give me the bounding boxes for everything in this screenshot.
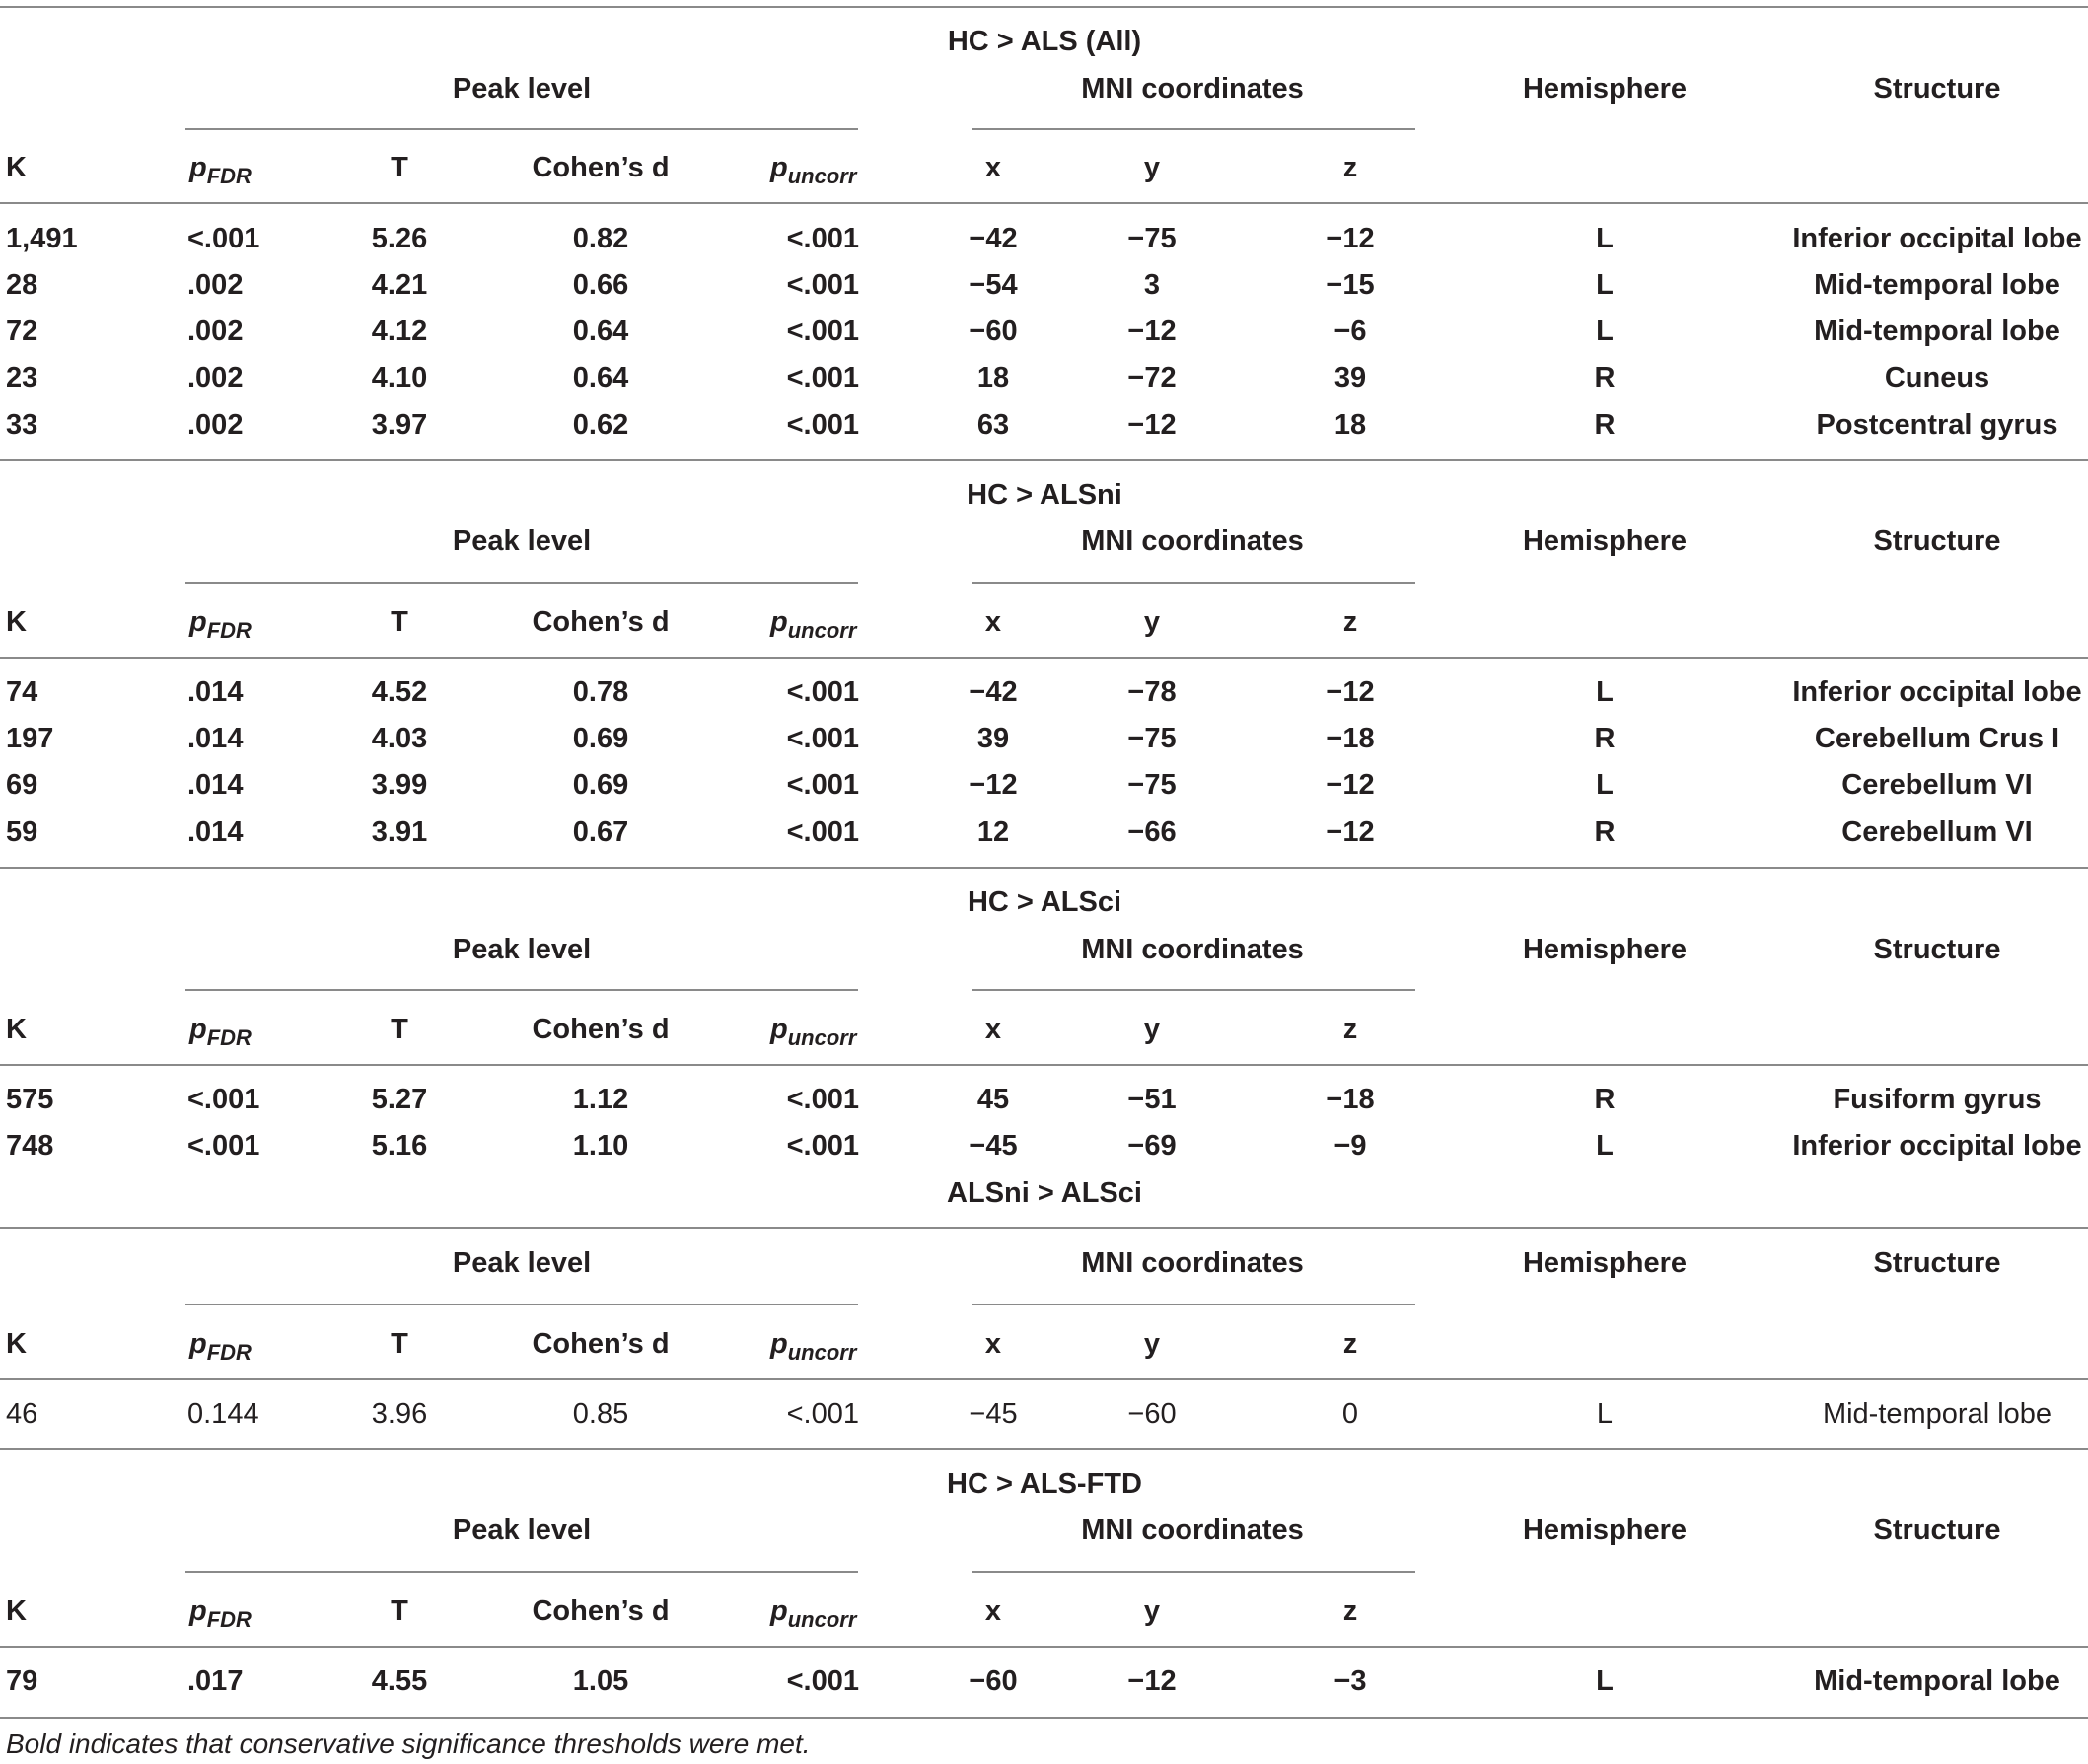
section-title: HC > ALSci (967, 886, 1122, 918)
t-value-cell: 4.10 (371, 362, 428, 393)
t-value-cell: 4.12 (371, 316, 428, 347)
k-cell: 197 (6, 723, 54, 754)
mni-coordinates-rule (972, 582, 1415, 584)
p-fdr-cell: <.001 (187, 1130, 260, 1162)
mni-coordinates-header: MNI coordinates (1081, 934, 1304, 965)
t-header: T (391, 1014, 408, 1045)
cohens-d-cell: 0.85 (572, 1398, 629, 1430)
t-value-cell: 3.91 (371, 816, 428, 848)
t-header: T (391, 1328, 408, 1360)
z-header: z (1342, 1595, 1358, 1627)
t-value-cell: 5.16 (371, 1130, 428, 1162)
k-cell: 69 (6, 769, 38, 801)
header-rule (0, 1064, 2088, 1066)
p-fdr-header-prefix: p (189, 1014, 207, 1045)
p-uncorr-cell: <.001 (786, 1084, 859, 1115)
y-header: y (1143, 152, 1161, 183)
peak-level-header: Peak level (452, 526, 592, 557)
p-uncorr-header-subscript: uncorr (787, 1607, 857, 1632)
section-title: ALSni > ALSci (947, 1177, 1142, 1209)
mni-x-cell: 39 (976, 723, 1010, 754)
header-rule (0, 657, 2088, 659)
hemisphere-cell: R (1594, 362, 1616, 393)
p-fdr-header (189, 1013, 252, 1050)
hemisphere-header: Hemisphere (1522, 73, 1688, 105)
x-header: x (984, 1595, 1002, 1627)
structure-cell: Cerebellum VI (1841, 769, 2033, 801)
y-header: y (1143, 1595, 1161, 1627)
mni-x-cell: 63 (976, 409, 1010, 441)
mni-z-cell: −18 (1326, 1084, 1375, 1115)
hemisphere-header: Hemisphere (1522, 526, 1688, 557)
t-header: T (391, 152, 408, 183)
mni-x-cell: −42 (969, 223, 1018, 254)
table-footnote: Bold indicates that conservative significance thresholds were met. (6, 1729, 811, 1759)
cohens-d-cell: 0.69 (572, 723, 629, 754)
cohens-d-cell: 1.12 (572, 1084, 629, 1115)
structure-cell: Postcentral gyrus (1816, 409, 2058, 441)
mni-coordinates-header: MNI coordinates (1081, 73, 1304, 105)
cohens-d-cell: 1.05 (572, 1665, 629, 1697)
t-value-cell: 4.55 (371, 1665, 428, 1697)
p-fdr-header-subscript: FDR (206, 1340, 252, 1365)
mni-coordinates-rule (972, 989, 1415, 991)
mni-x-cell: −54 (969, 269, 1018, 301)
hemisphere-cell: L (1596, 676, 1614, 708)
mni-y-cell: −75 (1127, 769, 1177, 801)
k-header: K (6, 1014, 27, 1045)
p-uncorr-header-prefix: p (770, 606, 788, 638)
mni-y-cell: −75 (1127, 723, 1177, 754)
hemisphere-cell: L (1596, 1398, 1614, 1430)
peak-level-header: Peak level (452, 1515, 592, 1546)
p-uncorr-cell: <.001 (786, 1130, 859, 1162)
p-fdr-header (189, 605, 252, 643)
y-header: y (1143, 1328, 1161, 1360)
structure-cell: Cerebellum Crus I (1814, 723, 2060, 754)
mni-z-cell: 39 (1333, 362, 1367, 393)
mni-z-cell: −6 (1333, 316, 1367, 347)
x-header: x (984, 606, 1002, 638)
structure-header: Structure (1873, 73, 2001, 105)
peak-level-header: Peak level (452, 934, 592, 965)
z-header: z (1342, 606, 1358, 638)
mni-z-cell: −18 (1326, 723, 1375, 754)
p-fdr-cell: .002 (187, 269, 244, 301)
mni-z-cell: −9 (1333, 1130, 1367, 1162)
cohens-d-cell: 0.67 (572, 816, 629, 848)
p-uncorr-cell: <.001 (786, 269, 859, 301)
hemisphere-cell: L (1596, 1665, 1614, 1697)
p-uncorr-header-subscript: uncorr (787, 1025, 857, 1050)
k-cell: 46 (6, 1398, 38, 1430)
p-fdr-cell: .017 (187, 1665, 244, 1697)
p-fdr-cell: .014 (187, 676, 244, 708)
p-uncorr-cell: <.001 (786, 769, 859, 801)
hemisphere-header: Hemisphere (1522, 1515, 1688, 1546)
k-cell: 23 (6, 362, 38, 393)
p-uncorr-cell: <.001 (786, 362, 859, 393)
structure-cell: Inferior occipital lobe (1792, 1130, 2082, 1162)
k-cell: 575 (6, 1084, 54, 1115)
p-fdr-cell: .002 (187, 409, 244, 441)
hemisphere-cell: R (1594, 723, 1616, 754)
p-fdr-cell: <.001 (187, 1084, 260, 1115)
p-fdr-cell: .002 (187, 316, 244, 347)
p-fdr-header-prefix: p (189, 152, 207, 183)
p-uncorr-header (770, 1013, 857, 1050)
t-value-cell: 5.26 (371, 223, 428, 254)
header-rule (0, 1646, 2088, 1648)
k-cell: 59 (6, 816, 38, 848)
hemisphere-cell: L (1596, 269, 1614, 301)
peak-level-rule (185, 989, 858, 991)
k-cell: 72 (6, 316, 38, 347)
structure-cell: Inferior occipital lobe (1792, 223, 2082, 254)
cohens-d-cell: 0.62 (572, 409, 629, 441)
p-uncorr-header (770, 1327, 857, 1365)
y-header: y (1143, 1014, 1161, 1045)
mni-x-cell: 45 (976, 1084, 1010, 1115)
mni-z-cell: −3 (1333, 1665, 1367, 1697)
cohens-d-header: Cohen’s d (532, 1014, 670, 1045)
p-uncorr-cell: <.001 (786, 1398, 859, 1430)
p-fdr-header-subscript: FDR (206, 1607, 252, 1632)
peak-level-rule (185, 1571, 858, 1573)
structure-cell: Mid-temporal lobe (1814, 1665, 2060, 1697)
k-header: K (6, 152, 27, 183)
structure-cell: Inferior occipital lobe (1792, 676, 2082, 708)
p-uncorr-header-subscript: uncorr (787, 618, 857, 643)
cohens-d-header: Cohen’s d (532, 1595, 670, 1627)
mni-x-cell: −60 (969, 316, 1018, 347)
mni-y-cell: −69 (1127, 1130, 1177, 1162)
p-uncorr-header-subscript: uncorr (787, 164, 857, 188)
p-uncorr-header-prefix: p (770, 1328, 788, 1360)
t-value-cell: 3.97 (371, 409, 428, 441)
p-fdr-header (189, 1594, 252, 1632)
p-uncorr-header-prefix: p (770, 1595, 788, 1627)
peak-level-header: Peak level (452, 73, 592, 105)
cohens-d-cell: 0.66 (572, 269, 629, 301)
peak-level-rule (185, 128, 858, 130)
t-value-cell: 4.52 (371, 676, 428, 708)
section-rule (0, 1227, 2088, 1229)
t-value-cell: 5.27 (371, 1084, 428, 1115)
t-value-cell: 4.21 (371, 269, 428, 301)
cohens-d-cell: 0.78 (572, 676, 629, 708)
cohens-d-cell: 0.64 (572, 362, 629, 393)
mni-z-cell: −12 (1326, 676, 1375, 708)
p-uncorr-header (770, 151, 857, 188)
structure-cell: Mid-temporal lobe (1814, 316, 2060, 347)
mni-coordinates-rule (972, 1571, 1415, 1573)
p-uncorr-cell: <.001 (786, 316, 859, 347)
section-title: HC > ALS (All) (947, 26, 1142, 57)
t-value-cell: 4.03 (371, 723, 428, 754)
p-fdr-header-prefix: p (189, 1328, 207, 1360)
mni-z-cell: −15 (1326, 269, 1375, 301)
mni-x-cell: −12 (969, 769, 1018, 801)
p-uncorr-cell: <.001 (786, 816, 859, 848)
mni-coordinates-rule (972, 1304, 1415, 1305)
mni-y-cell: −60 (1127, 1398, 1177, 1430)
z-header: z (1342, 1014, 1358, 1045)
peak-level-rule (185, 1304, 858, 1305)
mni-coordinates-header: MNI coordinates (1081, 526, 1304, 557)
p-fdr-cell: <.001 (187, 223, 260, 254)
mni-coordinates-header: MNI coordinates (1081, 1515, 1304, 1546)
section-rule (0, 1448, 2088, 1450)
mni-z-cell: −12 (1326, 769, 1375, 801)
t-value-cell: 3.96 (371, 1398, 428, 1430)
k-cell: 33 (6, 409, 38, 441)
mni-y-cell: −12 (1127, 409, 1177, 441)
hemisphere-header: Hemisphere (1522, 934, 1688, 965)
z-header: z (1342, 152, 1358, 183)
mni-x-cell: −45 (969, 1130, 1018, 1162)
mni-y-cell: −75 (1127, 223, 1177, 254)
x-header: x (984, 1328, 1002, 1360)
mni-y-cell: −66 (1127, 816, 1177, 848)
k-cell: 748 (6, 1130, 54, 1162)
k-header: K (6, 1328, 27, 1360)
t-header: T (391, 606, 408, 638)
mni-x-cell: 18 (976, 362, 1010, 393)
cohens-d-header: Cohen’s d (532, 152, 670, 183)
p-fdr-header (189, 151, 252, 188)
mni-y-cell: −72 (1127, 362, 1177, 393)
p-fdr-header-subscript: FDR (206, 164, 252, 188)
k-cell: 28 (6, 269, 38, 301)
peak-level-rule (185, 582, 858, 584)
p-uncorr-header (770, 1594, 857, 1632)
structure-cell: Cuneus (1884, 362, 1990, 393)
p-uncorr-header (770, 605, 857, 643)
section-rule (0, 867, 2088, 869)
structure-cell: Cerebellum VI (1841, 816, 2033, 848)
x-header: x (984, 152, 1002, 183)
p-uncorr-cell: <.001 (786, 409, 859, 441)
p-uncorr-cell: <.001 (786, 723, 859, 754)
structure-cell: Fusiform gyrus (1833, 1084, 2042, 1115)
p-fdr-cell: .014 (187, 816, 244, 848)
structure-header: Structure (1873, 1247, 2001, 1279)
p-fdr-header (189, 1327, 252, 1365)
mni-x-cell: −42 (969, 676, 1018, 708)
cohens-d-header: Cohen’s d (532, 606, 670, 638)
p-fdr-cell: 0.144 (187, 1398, 259, 1430)
t-header: T (391, 1595, 408, 1627)
p-fdr-cell: .014 (187, 769, 244, 801)
p-fdr-header-prefix: p (189, 1595, 207, 1627)
mni-x-cell: 12 (976, 816, 1010, 848)
peak-level-header: Peak level (452, 1247, 592, 1279)
mni-coordinates-rule (972, 128, 1415, 130)
p-fdr-cell: .002 (187, 362, 244, 393)
hemisphere-cell: R (1594, 816, 1616, 848)
z-header: z (1342, 1328, 1358, 1360)
p-fdr-header-subscript: FDR (206, 618, 252, 643)
y-header: y (1143, 606, 1161, 638)
table-top-rule (0, 6, 2088, 8)
hemisphere-header: Hemisphere (1522, 1247, 1688, 1279)
x-header: x (984, 1014, 1002, 1045)
k-cell: 74 (6, 676, 38, 708)
p-uncorr-cell: <.001 (786, 223, 859, 254)
cohens-d-cell: 0.64 (572, 316, 629, 347)
hemisphere-cell: L (1596, 223, 1614, 254)
k-header: K (6, 1595, 27, 1627)
mni-coordinates-header: MNI coordinates (1081, 1247, 1304, 1279)
mni-y-cell: −78 (1127, 676, 1177, 708)
section-rule (0, 459, 2088, 461)
header-rule (0, 202, 2088, 204)
t-value-cell: 3.99 (371, 769, 428, 801)
p-uncorr-cell: <.001 (786, 1665, 859, 1697)
section-title: HC > ALS-FTD (947, 1468, 1142, 1500)
mni-y-cell: 3 (1143, 269, 1161, 301)
mni-z-cell: −12 (1326, 223, 1375, 254)
mni-z-cell: 18 (1333, 409, 1367, 441)
structure-cell: Mid-temporal lobe (1814, 269, 2060, 301)
mni-x-cell: −60 (969, 1665, 1018, 1697)
k-cell: 1,491 (6, 223, 78, 254)
table-bottom-rule (0, 1717, 2088, 1719)
p-fdr-header-subscript: FDR (206, 1025, 252, 1050)
cohens-d-cell: 1.10 (572, 1130, 629, 1162)
structure-header: Structure (1873, 526, 2001, 557)
structure-cell: Mid-temporal lobe (1822, 1398, 2052, 1430)
hemisphere-cell: L (1596, 769, 1614, 801)
hemisphere-cell: L (1596, 1130, 1614, 1162)
k-cell: 79 (6, 1665, 38, 1697)
hemisphere-cell: R (1594, 1084, 1616, 1115)
hemisphere-cell: L (1596, 316, 1614, 347)
p-uncorr-header-prefix: p (770, 152, 788, 183)
p-uncorr-cell: <.001 (786, 676, 859, 708)
p-fdr-cell: .014 (187, 723, 244, 754)
cohens-d-cell: 0.69 (572, 769, 629, 801)
p-uncorr-header-subscript: uncorr (787, 1340, 857, 1365)
header-rule (0, 1378, 2088, 1380)
mni-z-cell: −12 (1326, 816, 1375, 848)
mni-x-cell: −45 (969, 1398, 1018, 1430)
p-fdr-header-prefix: p (189, 606, 207, 638)
mni-z-cell: 0 (1341, 1398, 1359, 1430)
structure-header: Structure (1873, 1515, 2001, 1546)
k-header: K (6, 606, 27, 638)
cohens-d-cell: 0.82 (572, 223, 629, 254)
structure-header: Structure (1873, 934, 2001, 965)
mni-y-cell: −12 (1127, 316, 1177, 347)
p-uncorr-header-prefix: p (770, 1014, 788, 1045)
mni-y-cell: −12 (1127, 1665, 1177, 1697)
section-title: HC > ALSni (967, 479, 1122, 511)
hemisphere-cell: R (1594, 409, 1616, 441)
mni-y-cell: −51 (1127, 1084, 1177, 1115)
cohens-d-header: Cohen’s d (532, 1328, 670, 1360)
